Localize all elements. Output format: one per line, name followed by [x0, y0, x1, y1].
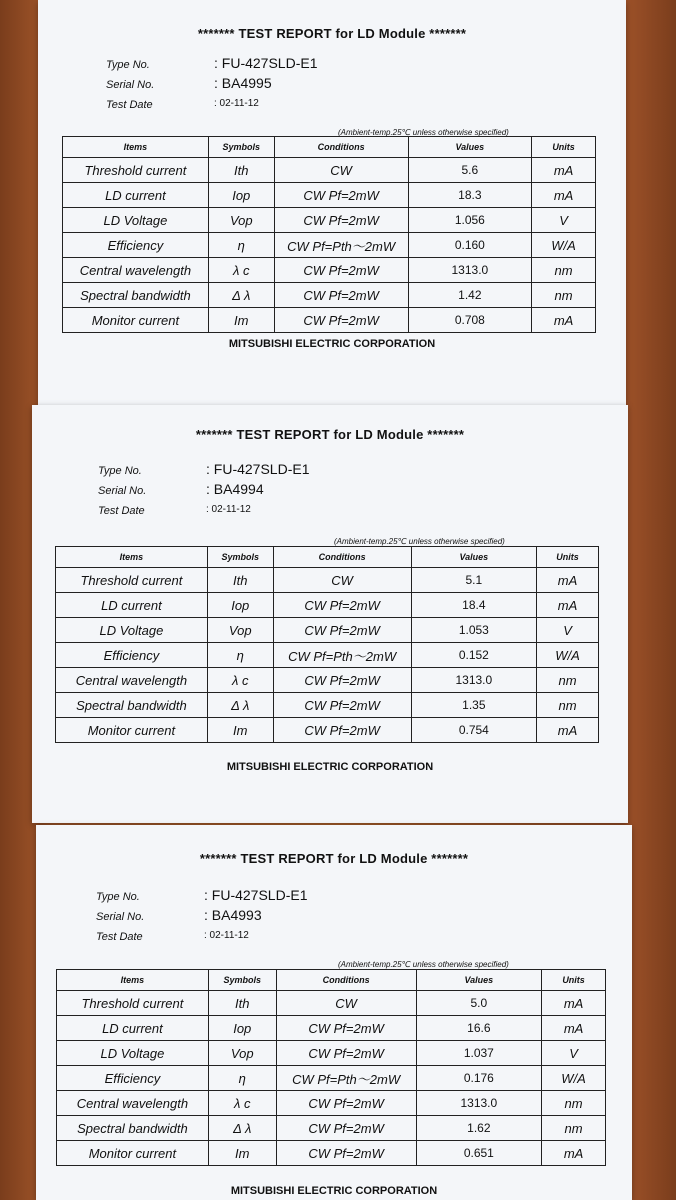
- ambient-note: (Ambient-temp.25℃ unless otherwise specified): [338, 960, 509, 969]
- report-footer: MITSUBISHI ELECTRIC CORPORATION: [228, 338, 436, 350]
- serial-value: : BA4994: [206, 481, 264, 497]
- row-unit: V: [542, 1041, 606, 1066]
- report-table: [62, 136, 596, 333]
- row-value: 16.6: [416, 1016, 542, 1041]
- row-unit: nm: [532, 283, 596, 308]
- row-item: Monitor current: [57, 1141, 209, 1166]
- row-condition: CW Pf=Pth～2mW: [273, 643, 411, 668]
- row-item: Central wavelength: [57, 1091, 209, 1116]
- row-value: 0.176: [416, 1066, 542, 1091]
- ambient-note: (Ambient-temp.25℃ unless otherwise specified): [338, 128, 509, 137]
- row-item: LD Voltage: [57, 1041, 209, 1066]
- row-symbol: Iop: [208, 1016, 276, 1041]
- row-symbol: Δ λ: [207, 693, 273, 718]
- report-table: [56, 969, 606, 1166]
- type-value: : FU-427SLD-E1: [204, 887, 308, 903]
- row-value: 5.0: [416, 991, 542, 1016]
- header-items: Items: [57, 970, 209, 991]
- row-symbol: Ith: [207, 568, 273, 593]
- row-value: 1.056: [408, 208, 532, 233]
- row-symbol: η: [208, 233, 274, 258]
- table-header-row: [57, 970, 606, 991]
- row-symbol: Vop: [208, 1041, 276, 1066]
- type-value: : FU-427SLD-E1: [214, 55, 318, 71]
- row-value: 1.35: [411, 693, 537, 718]
- header-symbols: Symbols: [208, 137, 274, 158]
- header-units: Units: [537, 547, 599, 568]
- table-row: [57, 1016, 606, 1041]
- table-row: [57, 1141, 606, 1166]
- row-item: Efficiency: [56, 643, 208, 668]
- row-item: Threshold current: [63, 158, 209, 183]
- row-unit: nm: [542, 1116, 606, 1141]
- row-condition: CW Pf=2mW: [273, 718, 411, 743]
- row-symbol: Δ λ: [208, 283, 274, 308]
- table-row: [56, 593, 599, 618]
- row-symbol: Δ λ: [208, 1116, 276, 1141]
- table-row: [63, 183, 596, 208]
- row-value: 0.152: [411, 643, 537, 668]
- row-unit: mA: [542, 1016, 606, 1041]
- ambient-note: (Ambient-temp.25℃ unless otherwise specified): [334, 537, 505, 546]
- table-row: [57, 1091, 606, 1116]
- row-unit: mA: [532, 158, 596, 183]
- row-symbol: η: [207, 643, 273, 668]
- type-label: Type No.: [96, 891, 140, 903]
- row-item: Central wavelength: [56, 668, 208, 693]
- table-row: [57, 1041, 606, 1066]
- table-row: [63, 258, 596, 283]
- row-item: Efficiency: [57, 1066, 209, 1091]
- header-conditions: Conditions: [276, 970, 416, 991]
- row-unit: mA: [537, 718, 599, 743]
- header-values: Values: [408, 137, 532, 158]
- table-row: [57, 1066, 606, 1091]
- report-title: ******* TEST REPORT for LD Module *******: [197, 26, 467, 41]
- header-symbols: Symbols: [208, 970, 276, 991]
- row-item: Threshold current: [56, 568, 208, 593]
- row-item: Central wavelength: [63, 258, 209, 283]
- row-item: LD Voltage: [63, 208, 209, 233]
- serial-label: Serial No.: [96, 911, 145, 923]
- row-unit: mA: [542, 991, 606, 1016]
- date-label: Test Date: [106, 99, 153, 111]
- row-condition: CW Pf=2mW: [273, 618, 411, 643]
- row-unit: mA: [532, 183, 596, 208]
- header-conditions: Conditions: [274, 137, 408, 158]
- row-condition: CW Pf=2mW: [276, 1016, 416, 1041]
- header-items: Items: [56, 547, 208, 568]
- row-unit: mA: [537, 568, 599, 593]
- row-value: 1.037: [416, 1041, 542, 1066]
- row-value: 1313.0: [408, 258, 532, 283]
- row-item: Spectral bandwidth: [56, 693, 208, 718]
- table-row: [56, 643, 599, 668]
- header-units: Units: [542, 970, 606, 991]
- row-unit: mA: [532, 308, 596, 333]
- table-header-row: [63, 137, 596, 158]
- header-values: Values: [416, 970, 542, 991]
- row-symbol: Im: [208, 1141, 276, 1166]
- row-condition: CW Pf=2mW: [276, 1116, 416, 1141]
- row-condition: CW Pf=2mW: [274, 258, 408, 283]
- row-condition: CW Pf=2mW: [274, 283, 408, 308]
- date-value: : 02-11-12: [206, 504, 251, 515]
- table-row: [63, 308, 596, 333]
- report-card-2: [32, 405, 628, 823]
- table-row: [56, 718, 599, 743]
- header-items: Items: [63, 137, 209, 158]
- header-units: Units: [532, 137, 596, 158]
- row-condition: CW Pf=2mW: [273, 693, 411, 718]
- report-card-3: [36, 825, 632, 1200]
- row-value: 1.42: [408, 283, 532, 308]
- row-item: LD current: [63, 183, 209, 208]
- row-condition: CW: [276, 991, 416, 1016]
- report-table: [55, 546, 599, 743]
- row-symbol: Iop: [207, 593, 273, 618]
- row-symbol: Ith: [208, 991, 276, 1016]
- row-item: Efficiency: [63, 233, 209, 258]
- row-unit: W/A: [532, 233, 596, 258]
- row-unit: nm: [532, 258, 596, 283]
- row-item: LD current: [57, 1016, 209, 1041]
- row-value: 0.160: [408, 233, 532, 258]
- row-unit: nm: [537, 693, 599, 718]
- header-values: Values: [411, 547, 537, 568]
- row-symbol: λ c: [207, 668, 273, 693]
- report-meta: [96, 887, 396, 947]
- table-row: [63, 208, 596, 233]
- table-row: [56, 568, 599, 593]
- table-row: [57, 991, 606, 1016]
- serial-label: Serial No.: [106, 79, 155, 91]
- table-row: [56, 693, 599, 718]
- table-row: [56, 668, 599, 693]
- row-value: 1313.0: [411, 668, 537, 693]
- row-value: 5.1: [411, 568, 537, 593]
- type-value: : FU-427SLD-E1: [206, 461, 310, 477]
- row-unit: W/A: [537, 643, 599, 668]
- table-row: [56, 618, 599, 643]
- row-item: Spectral bandwidth: [57, 1116, 209, 1141]
- row-value: 0.708: [408, 308, 532, 333]
- report-meta: [98, 461, 398, 521]
- type-label: Type No.: [98, 465, 142, 477]
- row-unit: V: [537, 618, 599, 643]
- row-item: Spectral bandwidth: [63, 283, 209, 308]
- row-value: 18.4: [411, 593, 537, 618]
- row-condition: CW Pf=2mW: [276, 1091, 416, 1116]
- row-condition: CW Pf=2mW: [274, 183, 408, 208]
- row-value: 1.053: [411, 618, 537, 643]
- type-label: Type No.: [106, 59, 150, 71]
- row-condition: CW Pf=2mW: [273, 593, 411, 618]
- header-conditions: Conditions: [273, 547, 411, 568]
- table-header-row: [56, 547, 599, 568]
- row-symbol: η: [208, 1066, 276, 1091]
- table-row: [57, 1116, 606, 1141]
- date-value: : 02-11-12: [204, 930, 249, 941]
- row-symbol: Ith: [208, 158, 274, 183]
- report-title: ******* TEST REPORT for LD Module *******: [199, 851, 469, 866]
- row-symbol: Vop: [208, 208, 274, 233]
- row-condition: CW Pf=Pth～2mW: [276, 1066, 416, 1091]
- row-condition: CW Pf=2mW: [273, 668, 411, 693]
- report-card-1: [38, 0, 626, 405]
- row-condition: CW Pf=2mW: [276, 1041, 416, 1066]
- row-unit: mA: [537, 593, 599, 618]
- row-value: 0.651: [416, 1141, 542, 1166]
- row-item: Monitor current: [56, 718, 208, 743]
- row-item: Threshold current: [57, 991, 209, 1016]
- row-unit: nm: [542, 1091, 606, 1116]
- row-symbol: Iop: [208, 183, 274, 208]
- row-unit: mA: [542, 1141, 606, 1166]
- row-condition: CW Pf=Pth～2mW: [274, 233, 408, 258]
- header-symbols: Symbols: [207, 547, 273, 568]
- row-value: 1313.0: [416, 1091, 542, 1116]
- row-symbol: Im: [208, 308, 274, 333]
- row-condition: CW Pf=2mW: [274, 208, 408, 233]
- date-label: Test Date: [98, 505, 145, 517]
- row-symbol: λ c: [208, 258, 274, 283]
- row-symbol: Im: [207, 718, 273, 743]
- row-condition: CW: [274, 158, 408, 183]
- row-value: 0.754: [411, 718, 537, 743]
- serial-label: Serial No.: [98, 485, 147, 497]
- row-symbol: Vop: [207, 618, 273, 643]
- row-value: 18.3: [408, 183, 532, 208]
- row-item: LD Voltage: [56, 618, 208, 643]
- serial-value: : BA4993: [204, 907, 262, 923]
- row-item: Monitor current: [63, 308, 209, 333]
- row-value: 5.6: [408, 158, 532, 183]
- table-row: [63, 283, 596, 308]
- date-label: Test Date: [96, 931, 143, 943]
- row-unit: W/A: [542, 1066, 606, 1091]
- report-title: ******* TEST REPORT for LD Module *******: [195, 427, 465, 442]
- row-unit: V: [532, 208, 596, 233]
- row-condition: CW Pf=2mW: [274, 308, 408, 333]
- row-item: LD current: [56, 593, 208, 618]
- row-value: 1.62: [416, 1116, 542, 1141]
- report-footer: MITSUBISHI ELECTRIC CORPORATION: [226, 761, 434, 773]
- table-row: [63, 158, 596, 183]
- row-condition: CW: [273, 568, 411, 593]
- row-unit: nm: [537, 668, 599, 693]
- row-condition: CW Pf=2mW: [276, 1141, 416, 1166]
- table-row: [63, 233, 596, 258]
- report-footer: MITSUBISHI ELECTRIC CORPORATION: [230, 1185, 438, 1197]
- serial-value: : BA4995: [214, 75, 272, 91]
- row-symbol: λ c: [208, 1091, 276, 1116]
- report-meta: [106, 55, 406, 115]
- date-value: : 02-11-12: [214, 98, 259, 109]
